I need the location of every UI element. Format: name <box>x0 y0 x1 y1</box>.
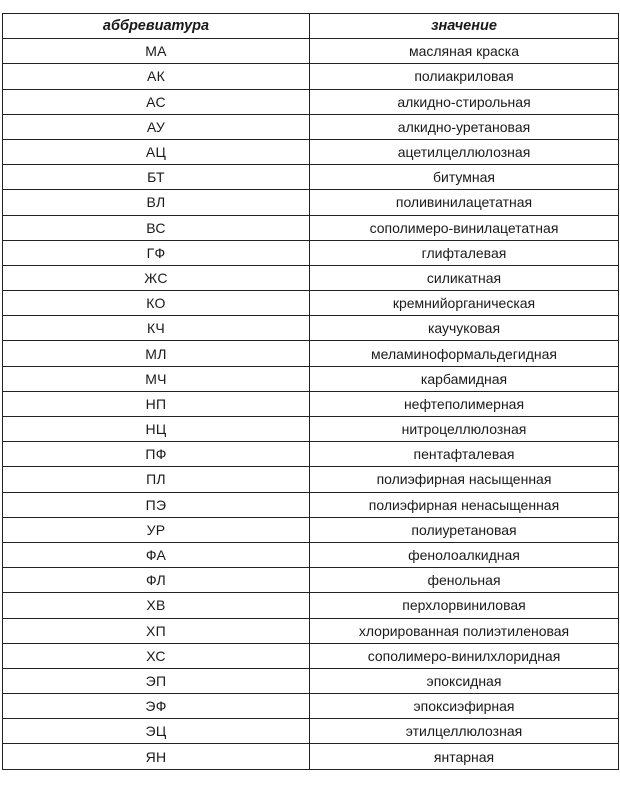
meaning-cell: перхлорвиниловая <box>310 593 619 618</box>
abbreviation-cell: ХП <box>3 618 310 643</box>
meaning-cell: эпоксиэфирная <box>310 694 619 719</box>
abbreviation-cell: ГФ <box>3 240 310 265</box>
table-row <box>3 39 619 64</box>
table-row <box>3 240 619 265</box>
abbreviation-cell: ЭФ <box>3 694 310 719</box>
abbreviation-cell: МА <box>3 39 310 64</box>
abbreviation-cell: ВЛ <box>3 190 310 215</box>
table-row <box>3 139 619 164</box>
meaning-cell: масляная краска <box>310 39 619 64</box>
abbreviation-table-container <box>2 13 618 770</box>
abbreviation-cell: КО <box>3 291 310 316</box>
table-row <box>3 542 619 567</box>
meaning-cell: полиэфирная ненасыщенная <box>310 492 619 517</box>
abbreviation-cell: КЧ <box>3 316 310 341</box>
abbreviation-cell: МЛ <box>3 341 310 366</box>
abbreviation-cell: НП <box>3 391 310 416</box>
table-body <box>3 39 619 769</box>
header-abbreviation: аббревиатура <box>3 14 310 39</box>
table-row <box>3 114 619 139</box>
table-row <box>3 316 619 341</box>
table-row <box>3 291 619 316</box>
table-row <box>3 265 619 290</box>
meaning-cell: меламиноформальдегидная <box>310 341 619 366</box>
abbreviation-cell: НЦ <box>3 417 310 442</box>
abbreviation-cell: АУ <box>3 114 310 139</box>
meaning-cell: фенольная <box>310 568 619 593</box>
abbreviation-cell: ХВ <box>3 593 310 618</box>
meaning-cell: сополимеро-винилхлоридная <box>310 643 619 668</box>
table-row <box>3 744 619 769</box>
table-row <box>3 668 619 693</box>
table-row <box>3 618 619 643</box>
abbreviation-cell: ЯН <box>3 744 310 769</box>
table-row <box>3 190 619 215</box>
abbreviation-cell: БТ <box>3 165 310 190</box>
table-row <box>3 165 619 190</box>
table-row <box>3 417 619 442</box>
meaning-cell: полиэфирная насыщенная <box>310 467 619 492</box>
meaning-cell: каучуковая <box>310 316 619 341</box>
meaning-cell: эпоксидная <box>310 668 619 693</box>
meaning-cell: алкидно-уретановая <box>310 114 619 139</box>
meaning-cell: глифталевая <box>310 240 619 265</box>
table-row <box>3 517 619 542</box>
table-row <box>3 89 619 114</box>
table-row <box>3 719 619 744</box>
abbreviation-cell: АК <box>3 64 310 89</box>
table-row <box>3 643 619 668</box>
abbreviation-cell: УР <box>3 517 310 542</box>
abbreviation-cell: ВС <box>3 215 310 240</box>
meaning-cell: полиуретановая <box>310 517 619 542</box>
meaning-cell: пентафталевая <box>310 442 619 467</box>
table-row <box>3 593 619 618</box>
meaning-cell: нитроцеллюлозная <box>310 417 619 442</box>
meaning-cell: полиакриловая <box>310 64 619 89</box>
table-row <box>3 341 619 366</box>
table-header-row <box>3 14 619 39</box>
meaning-cell: фенолоалкидная <box>310 542 619 567</box>
abbreviation-cell: АЦ <box>3 139 310 164</box>
abbreviation-cell: АС <box>3 89 310 114</box>
abbreviation-cell: ФЛ <box>3 568 310 593</box>
table-row <box>3 366 619 391</box>
abbreviation-cell: ПЛ <box>3 467 310 492</box>
meaning-cell: силикатная <box>310 265 619 290</box>
abbreviation-cell: МЧ <box>3 366 310 391</box>
abbreviation-cell: ХС <box>3 643 310 668</box>
table-row <box>3 568 619 593</box>
meaning-cell: янтарная <box>310 744 619 769</box>
table-row <box>3 694 619 719</box>
meaning-cell: алкидно-стирольная <box>310 89 619 114</box>
abbreviation-cell: ЭП <box>3 668 310 693</box>
table-row <box>3 467 619 492</box>
meaning-cell: кремнийорганическая <box>310 291 619 316</box>
abbreviation-cell: ФА <box>3 542 310 567</box>
meaning-cell: хлорированная полиэтиленовая <box>310 618 619 643</box>
meaning-cell: сополимеро-винилацетатная <box>310 215 619 240</box>
table-row <box>3 492 619 517</box>
meaning-cell: нефтеполимерная <box>310 391 619 416</box>
meaning-cell: этилцеллюлозная <box>310 719 619 744</box>
abbreviation-cell: ЭЦ <box>3 719 310 744</box>
abbreviation-cell: ЖС <box>3 265 310 290</box>
meaning-cell: ацетилцеллюлозная <box>310 139 619 164</box>
meaning-cell: карбамидная <box>310 366 619 391</box>
meaning-cell: поливинилацетатная <box>310 190 619 215</box>
header-meaning: значение <box>310 14 619 39</box>
table-row <box>3 442 619 467</box>
abbreviation-cell: ПФ <box>3 442 310 467</box>
table-row <box>3 215 619 240</box>
table-row <box>3 391 619 416</box>
table-row <box>3 64 619 89</box>
abbreviation-table <box>2 13 619 770</box>
abbreviation-cell: ПЭ <box>3 492 310 517</box>
meaning-cell: битумная <box>310 165 619 190</box>
